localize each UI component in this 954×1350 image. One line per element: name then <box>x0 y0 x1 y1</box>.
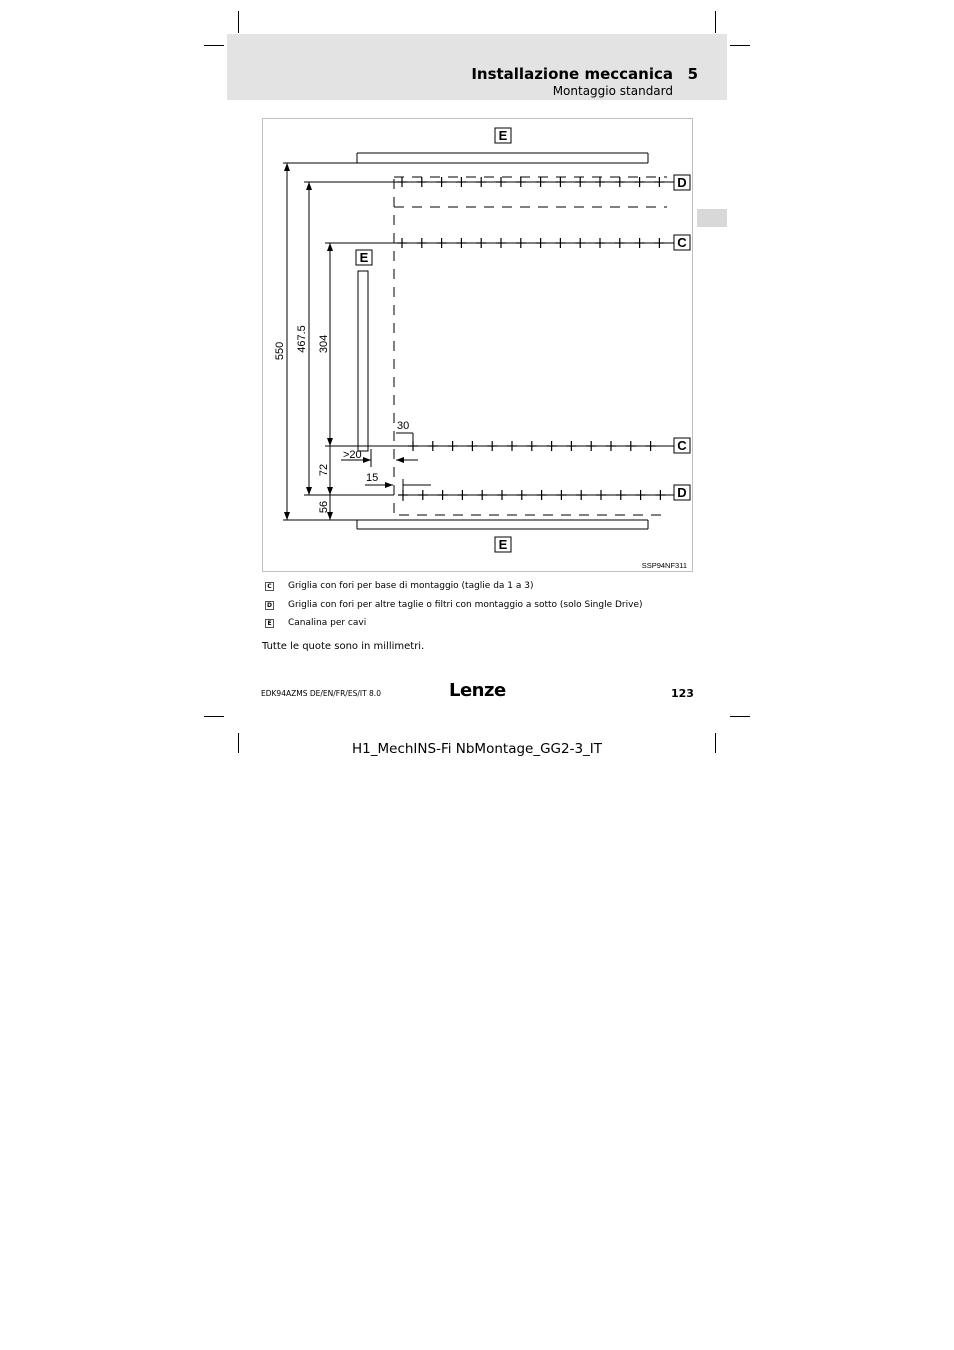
legend-key-d: D <box>265 601 274 610</box>
lenze-logo: Lenze <box>449 680 506 701</box>
legend-text-c: Griglia con fori per base di montaggio (taglie da 1 a 3) <box>288 581 534 591</box>
dim-20: >20 <box>343 449 362 461</box>
label-e-bottom: E <box>498 537 508 552</box>
section-title: Installazione meccanica <box>471 65 673 83</box>
dim-15: 15 <box>366 472 379 484</box>
crop-mark <box>204 45 224 46</box>
legend-key-e: E <box>265 619 274 628</box>
dim-30: 30 <box>397 420 410 432</box>
dim-304: 304 <box>318 334 330 354</box>
chapter-number: 5 <box>687 65 698 83</box>
label-c-bottom: C <box>677 438 687 453</box>
document-code: EDK94AZMS DE/EN/FR/ES/IT 8.0 <box>261 689 381 698</box>
chapter-tab <box>697 209 727 227</box>
mounting-diagram <box>262 118 693 572</box>
dim-550: 550 <box>274 341 286 361</box>
dim-56: 56 <box>318 500 330 514</box>
crop-mark <box>715 11 716 33</box>
page-number: 123 <box>671 687 694 700</box>
label-d-bottom: D <box>677 485 687 500</box>
crop-mark <box>730 45 750 46</box>
units-note: Tutte le quote sono in millimetri. <box>262 641 425 652</box>
section-subtitle: Montaggio standard <box>552 84 673 98</box>
crop-mark <box>730 716 750 717</box>
legend-text-e: Canalina per cavi <box>288 618 367 628</box>
crop-mark <box>204 716 224 717</box>
page-header <box>227 34 727 100</box>
dim-72: 72 <box>318 463 330 477</box>
label-e-top: E <box>498 128 508 143</box>
figure-code: SSP94NF311 <box>641 561 687 570</box>
legend-text-d: Griglia con fori per altre taglie o filtri con montaggio a sotto (solo Single Drive) <box>288 600 643 610</box>
label-d-top: D <box>677 175 687 190</box>
dim-467-5: 467.5 <box>296 325 308 353</box>
diagram-svg <box>263 119 694 573</box>
file-name: H1_MechINS-Fi NbMontage_GG2-3_IT <box>352 741 603 757</box>
crop-mark <box>238 11 239 33</box>
label-e-left: E <box>359 250 369 265</box>
crop-mark <box>715 733 716 753</box>
crop-mark <box>238 733 239 753</box>
legend-key-c: C <box>265 582 274 591</box>
label-c-top: C <box>677 235 687 250</box>
